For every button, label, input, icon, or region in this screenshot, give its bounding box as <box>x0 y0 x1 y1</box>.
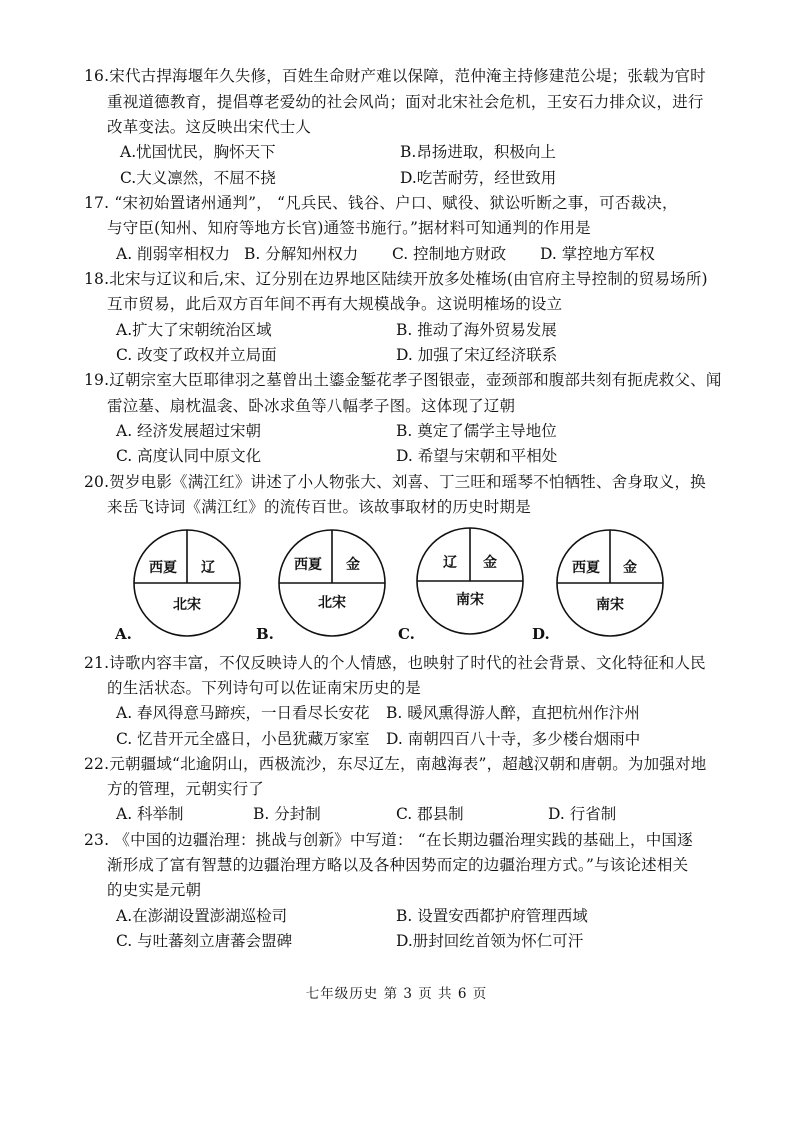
q16-stem-line2: 重视道德教育，提倡尊老爱幼的社会风尚；面对北宋社会危机，王安石力排众议，进行 <box>107 93 704 111</box>
q23-stem-line3: 的史实是元朝 <box>107 881 202 899</box>
q17-stem-line1: 17. “宋初始置诸州通判”， “凡兵民、钱谷、户口、赋役、狱讼听断之事，可否裁决， <box>84 194 678 212</box>
q17-option-c[interactable]: C. 控制地方财政 <box>392 245 507 263</box>
q22-option-a[interactable]: A. 科举制 <box>116 805 184 823</box>
q18-stem-line1: 18.北宋与辽议和后,宋、辽分别在边界地区陆续开放多处榷场(由官府主导控制的贸易场所) <box>84 270 708 288</box>
q17-option-b[interactable]: B. 分解知州权力 <box>244 245 359 263</box>
q21-option-d[interactable]: D. 南朝四百八十寺，多少楼台烟雨中 <box>386 730 641 748</box>
q20-option-d-label[interactable]: D. <box>532 625 550 643</box>
q22-option-c[interactable]: C. 郡县制 <box>396 805 464 823</box>
q20-diagram-b[interactable] <box>279 530 385 636</box>
q23-option-b[interactable]: B. 设置安西都护府管理西域 <box>396 907 588 925</box>
q20-b-top-right: 金 <box>346 557 360 573</box>
q21-option-a[interactable]: A. 春风得意马蹄疾，一日看尽长安花 <box>116 704 370 722</box>
q22-stem-line2: 方的管理，元朝实行了 <box>107 780 265 798</box>
q18-option-a[interactable]: A.扩大了宋朝统治区域 <box>116 321 272 339</box>
q20-b-bottom: 北宋 <box>318 595 346 611</box>
q20-diagram-d[interactable] <box>557 530 663 636</box>
q23-option-a[interactable]: A.在澎湖设置澎湖巡检司 <box>116 907 288 925</box>
q23-option-c[interactable]: C. 与吐蕃刻立唐蕃会盟碑 <box>116 932 293 950</box>
q20-d-bottom: 南宋 <box>596 597 624 613</box>
q23-option-d[interactable]: D.册封回纥首领为怀仁可汗 <box>396 932 584 950</box>
q20-stem-line1: 20.贺岁电影《满江红》讲述了小人物张大、刘喜、丁三旺和瑶琴不怕牺牲、舍身取义，换 <box>84 473 706 491</box>
q22-option-d[interactable]: D. 行省制 <box>548 805 617 823</box>
q23-stem-line1: 23. 《中国的边疆治理：挑战与创新》中写道： “在长期边疆治理实践的基础上，中国逐 <box>84 831 693 849</box>
q16-option-b[interactable]: B.昂扬进取，积极向上 <box>400 143 556 161</box>
q20-diagram-a[interactable] <box>134 530 240 636</box>
q21-option-b[interactable]: B. 暖风熏得游人醉，直把杭州作汴州 <box>386 704 640 722</box>
q20-option-a-label[interactable]: A. <box>115 625 132 643</box>
q17-option-a[interactable]: A. 削弱宰相权力 <box>116 245 231 263</box>
q20-c-top-right: 金 <box>483 555 497 571</box>
q16-stem-line3: 改革变法。这反映出宋代士人 <box>107 118 312 136</box>
q19-option-a[interactable]: A. 经济发展超过宋朝 <box>116 422 262 440</box>
q20-diagram-c[interactable] <box>417 528 523 634</box>
q18-option-c[interactable]: C. 改变了政权并立局面 <box>116 346 277 364</box>
q20-c-top-left: 辽 <box>443 555 457 571</box>
q18-option-d[interactable]: D. 加强了宋辽经济联系 <box>396 346 558 364</box>
q19-stem-line2: 雷泣墓、扇枕温衾、卧冰求鱼等八幅孝子图。这体现了辽朝 <box>107 397 516 415</box>
q18-stem-line2: 互市贸易，此后双方百年间不再有大规模战争。这说明榷场的设立 <box>107 295 563 313</box>
q17-stem-line2: 与守臣(知州、知府等地方长官)通签书施行。”据材料可知通判的作用是 <box>107 219 591 237</box>
q20-d-top-right: 金 <box>623 560 637 576</box>
q20-c-bottom: 南宋 <box>456 592 484 608</box>
q17-option-d[interactable]: D. 掌控地方军权 <box>540 245 655 263</box>
q21-stem-line1: 21.诗歌内容丰富，不仅反映诗人的个人情感，也映射了时代的社会背景、文化特征和人民 <box>84 654 706 672</box>
q16-option-c[interactable]: C.大义凛然，不屈不挠 <box>120 169 276 187</box>
q16-option-a[interactable]: A.忧国忧民，胸怀天下 <box>120 143 276 161</box>
q16-stem-line1: 16.宋代古捍海堰年久失修，百姓生命财产难以保障，范仲淹主持修建范公堤；张载为官时 <box>84 67 706 85</box>
q20-stem-line2: 来岳飞诗词《满江红》的流传百世。该故事取材的历史时期是 <box>107 498 531 516</box>
q20-a-bottom: 北宋 <box>173 597 201 613</box>
q23-stem-line2: 渐形成了富有智慧的边疆治理方略以及各种因势而定的边疆治理方式。”与该论述相关 <box>107 856 689 874</box>
q20-option-b-label[interactable]: B. <box>256 625 274 643</box>
q21-stem-line2: 的生活状态。下列诗句可以佐证南宋历史的是 <box>107 679 422 697</box>
q19-option-d[interactable]: D. 希望与宋朝和平相处 <box>396 447 558 465</box>
q20-a-top-left: 西夏 <box>149 560 177 576</box>
q19-option-b[interactable]: B. 奠定了儒学主导地位 <box>396 422 557 440</box>
q20-option-c-label[interactable]: C. <box>398 625 415 643</box>
q22-option-b[interactable]: B. 分封制 <box>253 805 321 823</box>
q18-option-b[interactable]: B. 推动了海外贸易发展 <box>396 321 557 339</box>
q20-a-top-right: 辽 <box>201 560 215 576</box>
page-footer: 七年级历史 第 3 页 共 6 页 <box>305 986 488 1002</box>
q20-d-top-left: 西夏 <box>572 560 600 576</box>
q21-option-c[interactable]: C. 忆昔开元全盛日，小邑犹藏万家室 <box>116 730 370 748</box>
q20-b-top-left: 西夏 <box>294 557 322 573</box>
q16-option-d[interactable]: D.吃苦耐劳，经世致用 <box>400 169 557 187</box>
q19-option-c[interactable]: C. 高度认同中原文化 <box>116 447 262 465</box>
q22-stem-line1: 22.元朝疆域“北逾阴山，西极流沙，东尽辽左，南越海表”，超越汉朝和唐朝。为加强对地 <box>84 755 707 773</box>
q19-stem-line1: 19.辽朝宗室大臣耶律羽之墓曾出土鎏金錾花孝子图银壶，壶颈部和腹部共刻有扼虎救父、闻 <box>84 371 722 389</box>
